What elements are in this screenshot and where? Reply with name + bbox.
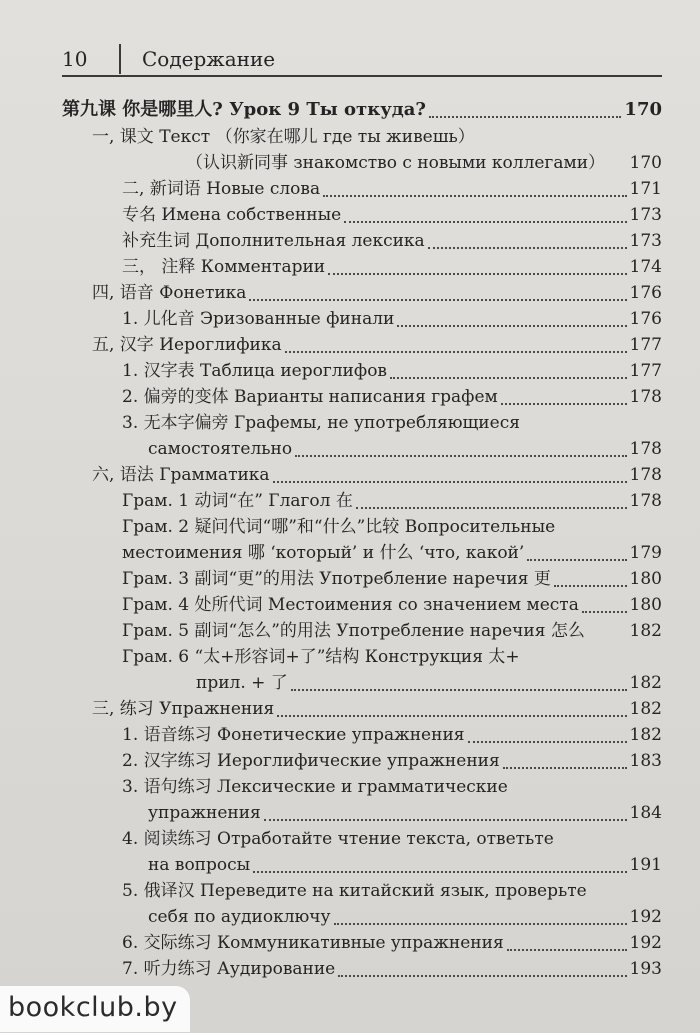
dot-leader	[554, 585, 627, 587]
dot-leader	[338, 975, 626, 977]
toc-entry-title: местоимения 哪 ‘который’ и 什么 ‘что, какой’	[122, 543, 525, 563]
toc-entry	[122, 566, 662, 592]
toc-entry-title: себя по аудиоключу	[148, 907, 331, 927]
toc-entry	[122, 878, 662, 904]
toc-entry	[122, 228, 662, 254]
toc-entry	[92, 696, 662, 722]
toc-entry	[122, 358, 662, 384]
toc-entry	[122, 592, 662, 618]
toc-entry	[148, 800, 662, 826]
toc-entry-page: 178	[629, 387, 662, 407]
dot-leader	[390, 377, 627, 379]
dot-leader	[291, 689, 627, 691]
toc-entry	[122, 540, 662, 566]
toc-entry	[122, 384, 662, 410]
toc-entry-title: Грам. 2 疑问代词“哪”和“什么”比较 Вопросительные	[122, 517, 556, 537]
dot-leader	[582, 611, 627, 613]
toc-entry-page: 178	[629, 491, 662, 511]
toc-entry-title: Грам. 6 “太+形容词+了”结构 Конструкция 太+	[122, 647, 520, 667]
dot-leader	[356, 507, 627, 509]
toc-entry	[122, 722, 662, 748]
toc-entry-page: 179	[629, 543, 662, 563]
toc-entry-page: 184	[629, 803, 662, 823]
toc-entry-title: Грам. 3 副词“更”的用法 Употребление наречия 更	[122, 569, 551, 589]
toc-entry-title: 2. 偏旁的变体 Варианты написания графем	[122, 387, 498, 407]
toc-entry-title: 四, 语音 Фонетика	[92, 283, 247, 303]
dot-leader	[468, 741, 627, 743]
dot-leader	[334, 923, 627, 925]
toc-entry-title: 7. 听力练习 Аудирование	[122, 959, 336, 979]
toc-entry-page: 176	[629, 283, 662, 303]
toc-entry	[122, 774, 662, 800]
toc-entry-page: 192	[629, 907, 662, 927]
toc-entry	[122, 618, 662, 644]
toc-entry-title: упражнения	[148, 803, 261, 823]
dot-leader	[501, 403, 627, 405]
toc-entry-title: прил. + 了	[196, 673, 288, 693]
dot-leader	[295, 455, 626, 457]
dot-leader	[253, 871, 626, 873]
dot-leader	[527, 559, 626, 561]
toc-entry-title: 六, 语法 Грамматика	[92, 465, 270, 485]
toc-entry-page: 177	[629, 335, 662, 355]
toc-entry-page: 191	[629, 855, 662, 875]
toc-entry-title: самостоятельно	[148, 439, 293, 459]
toc-entry-page: 192	[629, 933, 662, 953]
toc-entry-page: 180	[629, 595, 662, 615]
toc-entry	[92, 462, 662, 488]
toc-entry-title: 1. 儿化音 Эризованные финали	[122, 309, 395, 329]
toc-entry	[122, 826, 662, 852]
toc-entry	[122, 254, 662, 280]
toc-entry-page: 182	[629, 673, 662, 693]
toc-entry	[92, 332, 662, 358]
toc-entry-title: 3. 语句练习 Лексические и грамматические	[122, 777, 508, 797]
toc-entry-page: 176	[629, 309, 662, 329]
toc-entry-page: 182	[629, 621, 662, 641]
toc-entry	[122, 176, 662, 202]
dot-leader	[264, 819, 627, 821]
toc-entry-page: 178	[629, 439, 662, 459]
toc-entry	[122, 410, 662, 436]
watermark: bookclub.by	[8, 992, 178, 1023]
toc-entry-title: 1. 汉字表 Таблица иероглифов	[122, 361, 387, 381]
dot-leader	[344, 221, 626, 223]
toc-entry-page: 193	[629, 959, 662, 979]
toc-entry	[122, 514, 662, 540]
dot-leader	[397, 325, 626, 327]
page-number: 10	[62, 47, 88, 71]
toc-entry	[148, 852, 662, 878]
toc-entry	[122, 748, 662, 774]
dot-leader	[277, 715, 626, 717]
toc-entry	[92, 124, 662, 150]
toc-entry-page: 174	[629, 257, 662, 277]
toc-entry-title: Грам. 5 副词“怎么”的用法 Употребление наречия 怎么	[122, 621, 585, 641]
toc-entry	[196, 670, 662, 696]
toc-entry	[122, 202, 662, 228]
toc-entry-title: 一, 课文 Текст （你家在哪儿 где ты живешь）	[92, 127, 475, 147]
toc-entry	[148, 904, 662, 930]
toc-entry-title: 5. 俄译汉 Переведите на китайский язык, проверьте	[122, 881, 587, 901]
toc-entry-title: 补充生词 Дополнительная лексика	[122, 231, 425, 251]
toc-entry	[122, 644, 662, 670]
toc-entry-title: 2. 汉字练习 Иероглифические упражнения	[122, 751, 500, 771]
header-title: Содержание	[142, 47, 276, 71]
dot-leader	[429, 116, 621, 118]
toc-entry	[62, 97, 662, 123]
toc-entry	[186, 150, 662, 176]
toc-entry-page: 182	[629, 699, 662, 719]
toc-entry-page: 173	[629, 231, 662, 251]
dot-leader	[507, 949, 627, 951]
dot-leader	[249, 299, 626, 301]
dot-leader	[285, 351, 627, 353]
toc-entry-page: 177	[629, 361, 662, 381]
dot-leader	[503, 767, 627, 769]
toc-entry-title: 1. 语音练习 Фонетические упражнения	[122, 725, 465, 745]
toc-entry	[148, 436, 662, 462]
toc-entry-title: 三， 注释 Комментарии	[122, 257, 326, 277]
toc-entry	[92, 280, 662, 306]
toc-entry-page: 178	[629, 465, 662, 485]
toc-entry	[122, 930, 662, 956]
toc-entry-title: 4. 阅读练习 Отработайте чтение текста, ответьте	[122, 829, 554, 849]
toc-entry-page: 182	[629, 725, 662, 745]
toc-entry-page: 180	[629, 569, 662, 589]
toc-entry-title: 二, 新词语 Новые слова	[122, 179, 321, 199]
toc-entry-page: 183	[629, 751, 662, 771]
toc-entry-title: 专名 Имена собственные	[122, 205, 342, 225]
toc-entry-title: Грам. 4 处所代词 Местоимения со значением места	[122, 595, 579, 615]
toc-entry-title: Грам. 1 动词“在” Глагол 在	[122, 491, 353, 511]
toc-entry-title: 3. 无本字偏旁 Графемы, не употребляющиеся	[122, 413, 520, 433]
toc-entry-title: 五, 汉字 Иероглифика	[92, 335, 282, 355]
dot-leader	[328, 273, 626, 275]
toc-entry-title: на вопросы	[148, 855, 251, 875]
toc-entry-title: 第九课 你是哪里人? Урок 9 Ты откуда?	[62, 99, 426, 120]
toc-entry-title: 6. 交际练习 Коммуникативные упражнения	[122, 933, 504, 953]
toc-entry-title: （认识新同事 знакомство с новыми коллегами）	[186, 153, 606, 173]
dot-leader	[323, 195, 626, 197]
toc-entry	[122, 956, 662, 982]
toc-entry-title: 三, 练习 Упражнения	[92, 699, 275, 719]
toc-entry-page: 171	[629, 179, 662, 199]
toc-entry-page: 170	[629, 153, 662, 173]
dot-leader	[273, 481, 627, 483]
dot-leader	[428, 247, 627, 249]
toc-entry	[122, 306, 662, 332]
toc-entry-page: 170	[624, 99, 662, 120]
toc-entry-page: 173	[629, 205, 662, 225]
toc-entry	[122, 488, 662, 514]
